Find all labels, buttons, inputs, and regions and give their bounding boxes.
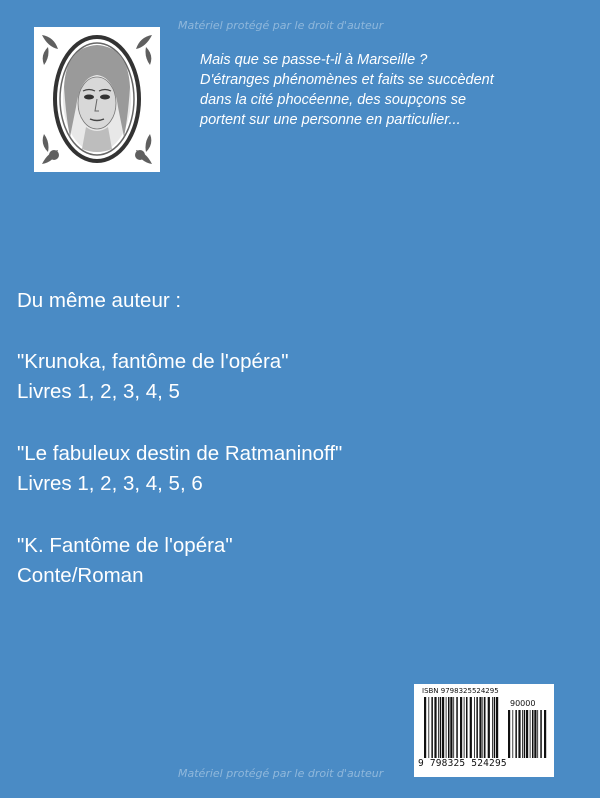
barcode-bar bbox=[534, 710, 536, 758]
book-detail: Livres 1, 2, 3, 4, 5 bbox=[17, 380, 180, 403]
book-detail: Conte/Roman bbox=[17, 564, 144, 587]
barcode-bar bbox=[434, 697, 436, 758]
barcode-bar bbox=[442, 697, 444, 758]
barcode-bar bbox=[488, 697, 490, 758]
barcode-bar bbox=[484, 697, 486, 758]
author-portrait-image bbox=[34, 27, 160, 172]
book-entry bbox=[17, 347, 577, 407]
barcode-bar bbox=[508, 710, 510, 758]
book-title: "Krunoka, fantôme de l'opéra" bbox=[17, 350, 289, 373]
blurb-line: D'étranges phénomènes et faits se succèdent bbox=[200, 72, 494, 88]
price-code: 90000 bbox=[510, 699, 536, 708]
barcode-bar bbox=[453, 697, 454, 758]
barcode-bar bbox=[428, 697, 429, 758]
barcode-bar bbox=[470, 697, 472, 758]
barcode-bar bbox=[438, 697, 439, 758]
barcode-bar bbox=[446, 697, 447, 758]
barcode-bar bbox=[479, 697, 481, 758]
isbn-label: ISBN 9798325524295 bbox=[422, 687, 499, 695]
barcode-bar bbox=[540, 710, 542, 758]
barcode-bar bbox=[482, 697, 483, 758]
same-author-section bbox=[17, 286, 577, 623]
barcode-bar bbox=[524, 710, 526, 758]
barcode-bar bbox=[518, 710, 520, 758]
barcode-bar bbox=[494, 697, 496, 758]
barcode-bar bbox=[526, 710, 528, 758]
book-entry bbox=[17, 439, 577, 499]
copyright-watermark-bottom: Matériel protégé par le droit d'auteur bbox=[178, 767, 384, 780]
barcode-bar bbox=[424, 697, 426, 758]
copyright-watermark-top: Matériel protégé par le droit d'auteur bbox=[178, 19, 384, 32]
barcode-bar bbox=[448, 697, 450, 758]
barcode-bar bbox=[512, 710, 513, 758]
book-title: "K. Fantôme de l'opéra" bbox=[17, 534, 233, 557]
back-cover-blurb bbox=[200, 50, 560, 130]
barcode-bar bbox=[496, 697, 498, 758]
barcode-bar bbox=[537, 710, 538, 758]
barcode-bar bbox=[466, 697, 468, 758]
barcode-bar bbox=[464, 697, 465, 758]
barcode-digits: 9 798325 524295 bbox=[418, 758, 507, 769]
blurb-line: portent sur une personne en particulier... bbox=[200, 112, 461, 128]
book-entry bbox=[17, 531, 577, 591]
barcode-bar bbox=[450, 697, 452, 758]
barcode-bar bbox=[530, 710, 531, 758]
book-title: "Le fabuleux destin de Ratmaninoff" bbox=[17, 442, 343, 465]
blurb-line: Mais que se passe-t-il à Marseille ? bbox=[200, 52, 428, 68]
barcode-bar bbox=[544, 710, 546, 758]
same-author-heading: Du même auteur : bbox=[17, 289, 182, 312]
barcode-bar bbox=[431, 697, 433, 758]
barcode-bar bbox=[515, 710, 517, 758]
barcode-bar bbox=[492, 697, 493, 758]
barcode-bar bbox=[440, 697, 442, 758]
barcode-bar bbox=[474, 697, 475, 758]
book-detail: Livres 1, 2, 3, 4, 5, 6 bbox=[17, 472, 203, 495]
barcode-bar bbox=[532, 710, 534, 758]
barcode-bar bbox=[460, 697, 462, 758]
blurb-line: dans la cité phocéenne, des soupçons se bbox=[200, 92, 467, 108]
barcode-bar bbox=[476, 697, 478, 758]
barcode-bar bbox=[456, 697, 458, 758]
isbn-barcode bbox=[414, 684, 554, 777]
barcode-bar bbox=[522, 710, 523, 758]
